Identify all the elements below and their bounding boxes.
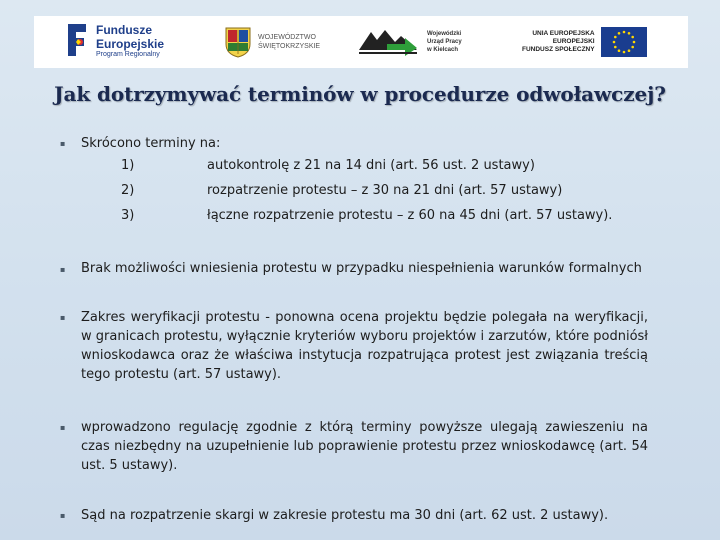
sub-item-number: 3) [121,208,135,223]
bullet-marker: ▪ [60,139,66,148]
fundusze-line2: Europejskie [96,36,165,51]
sub-item-number: 1) [121,158,135,173]
fundusze-europejskie-logo [64,22,164,58]
fundusze-europejskie-icon [64,22,90,58]
ue-line3: FUNDUSZ SPOŁECZNY [522,46,595,53]
bullet-marker: ▪ [60,265,66,274]
bullet-marker: ▪ [60,313,66,322]
urzad-line2: Urząd Pracy [427,39,462,45]
wojewodztwo-line1: WOJEWÓDZTWO [258,34,316,41]
urzad-pracy-logo [357,26,462,58]
urzad-pracy-icon [357,26,419,58]
ue-line1: UNIA EUROPEJSKA [532,30,595,37]
ue-line2: EUROPEJSKI [552,38,595,45]
bullet-4-text: wprowadzono regulację zgodnie z którą terminy powyższe ulegają zawieszeniu na czas niezbędny na uzupełnienie lub poprawienie protestu przez wnioskodawcę (art. 54 ust. 5 ustawy). [81,420,648,473]
sub-item-text: łączne rozpatrzenie protestu – z 60 na 45 dni (art. 57 ustawy). [207,208,613,223]
slide-title: Jak dotrzymywać terminów w procedurze odwoławczej? [54,82,666,106]
urzad-line1: Wojewódzki [427,31,462,37]
ue-efs-logo [522,27,647,57]
wojewodztwo-logo [224,26,320,58]
bullet-1-text: Skrócono terminy na: [81,136,221,151]
bullet-5-text: Sąd na rozpatrzenie skargi w zakresie protestu ma 30 dni (art. 62 ust. 2 ustawy). [81,508,609,523]
fundusze-line1: Fundusze [96,22,152,37]
urzad-line3: w Kielcach [427,47,459,53]
logo-bar [34,16,688,68]
fundusze-line3: Program Regionalny [96,50,160,58]
bullet-2-text: Brak możliwości wniesienia protestu w przypadku niespełnienia warunków formalnych [81,261,642,276]
wojewodztwo-line2: ŚWIĘTOKRZYSKIE [258,43,321,50]
bullet-3-text: Zakres weryfikacji protestu - ponowna ocena projektu będzie polegała na weryfikacji, w granicach protestu, wyłącznie kryteriów wyboru projektów i zarzutów, które podniósł wnioskodawca oraz że właściwa instytucja rozpatrująca protest jest związania treścią tego protestu (art. 57 ustawy). [81,310,648,382]
sub-item-number: 2) [121,183,135,198]
bullet-marker: ▪ [60,423,66,432]
sub-item-text: autokontrolę z 21 na 14 dni (art. 56 ust. 2 ustawy) [207,158,535,173]
bullet-marker: ▪ [60,511,66,520]
coat-of-arms-icon [224,26,252,58]
eu-flag-icon [601,27,647,57]
sub-item-text: rozpatrzenie protestu – z 30 na 21 dni (art. 57 ustawy) [207,183,563,198]
